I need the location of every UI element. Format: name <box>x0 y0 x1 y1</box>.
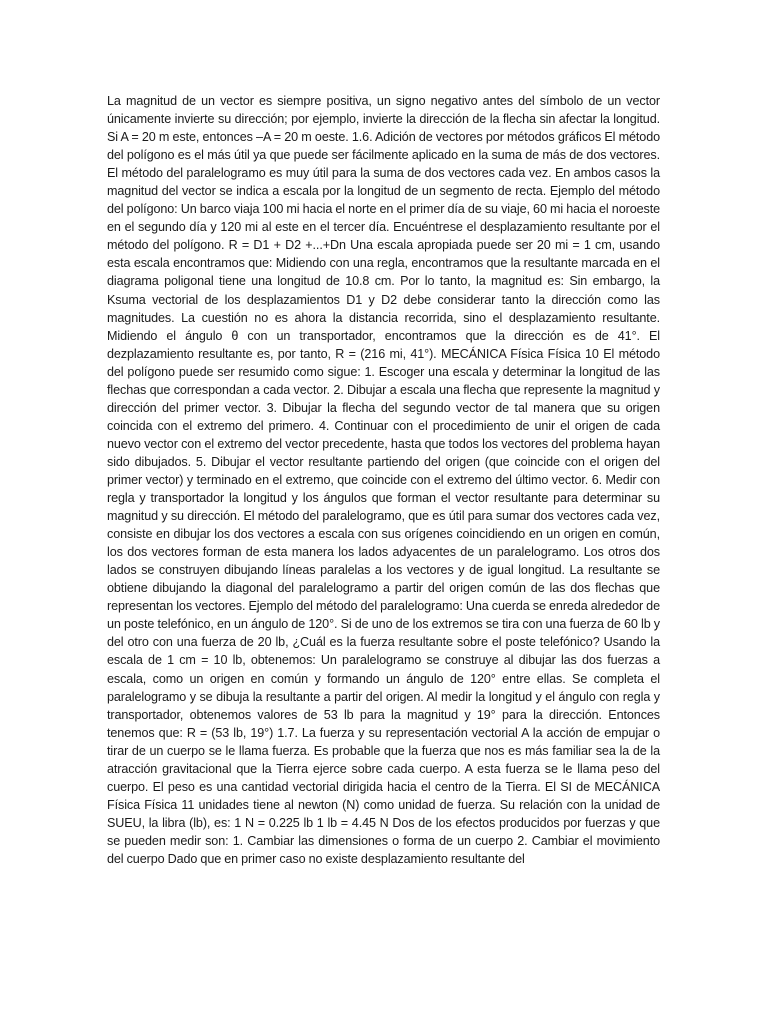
body-paragraph: La magnitud de un vector es siempre positiva, un signo negativo antes del símbolo de un vector únicamente invierte su dirección; por ejemplo, invierte la dirección de la flecha sin afectar la longitud. Si A = 20 m este, entonces –A = 20 m oeste. 1.6. Adición de vectores por métodos gráficos El método del polígono es el más útil ya que puede ser fácilmente aplicado en la suma de más de dos vectores. El método del paralelogramo es muy útil para la suma de dos vectores cada vez. En ambos casos la magnitud del vector se indica a escala por la longitud de un segmento de recta. Ejemplo del método del polígono: Un barco viaja 100 mi hacia el norte en el primer día de su viaje, 60 mi hacia el noroeste en el segundo día y 120 mi al este en el tercer día. Encuéntrese el desplazamiento resultante por el método del polígono. R = D1 + D2 +...+Dn Una escala apropiada puede ser 20 mi = 1 cm, usando esta escala encontramos que: Midiendo con una regla, encontramos que la resultante marcada en el diagrama poligonal tiene una longitud de 10.8 cm. Por lo tanto, la magnitud es: Sin embargo, la Ksuma vectorial de los desplazamientos D1 y D2 debe considerar tanto la dirección como las magnitudes. La cuestión no es ahora la distancia recorrida, sino el desplazamiento resultante. Midiendo el ángulo θ con un transportador, encontramos que la dirección es de 41°. El dezplazamiento resultante es, por tanto, R = (216 mi, 41°). MECÁNICA Física Física 10 El método del polígono puede ser resumido como sigue: 1. Escoger una escala y determinar la longitud de las flechas que correspondan a cada vector. 2. Dibujar a escala una flecha que represente la magnitud y dirección del primer vector. 3. Dibujar la flecha del segundo vector de tal manera que su origen coincida con el extremo del primero. 4. Continuar con el procedimiento de unir el origen de cada nuevo vector con el extremo del vector precedente, hasta que todos los vectores del problema hayan sido dibujados. 5. Dibujar el vector resultante partiendo del origen (que coincide con el origen del primer vector) y terminado en el extremo, que coincide con el extremo del último vector. 6. Medir con regla y transportador la longitud y los ángulos que forman el vector resultante para determinar su magnitud y su dirección. El método del paralelogramo, que es útil para sumar dos vectores cada vez, consiste en dibujar los dos vectores a escala con sus orígenes coincidiendo en un origen en común, los dos vectores forman de esta manera los lados adyacentes de un paralelogramo. Los otros dos lados se construyen dibujando líneas paralelas a los vectores y de igual longitud. La resultante se obtiene dibujando la diagonal del paralelogramo a partir del origen común de las dos flechas que representan los vectores. Ejemplo del método del paralelogramo: Una cuerda se enreda alrededor de un poste telefónico, en un ángulo de 120°. Si de uno de los extremos se tira con una fuerza de 60 lb y del otro con una fuerza de 20 lb, ¿Cuál es la fuerza resultante sobre el poste telefónico? Usando la escala de 1 cm = 10 lb, obtenemos: Un paralelogramo se construye al dibujar las dos fuerzas a escala, como un origen en común y formando un ángulo de 120° entre ellas. Se completa el paralelogramo y se dibuja la resultante a partir del origen. Al medir la longitud y el ángulo con regla y transportador, obtenemos valores de 53 lb para la magnitud y 19° para la dirección. Entonces tenemos que: R = (53 lb, 19°) 1.7. La fuerza y su representación vectorial A la acción de empujar o tirar de un cuerpo se le llama fuerza. Es probable que la fuerza que nos es más familiar sea la de la atracción gravitacional que la Tierra ejerce sobre cada cuerpo. A esta fuerza se le llama peso del cuerpo. El peso es una cantidad vectorial dirigida hacia el centro de la Tierra. El SI de MECÁNICA Física Física 11 unidades tiene al newton (N) como unidad de fuerza. Su relación con la unidad de SUEU, la libra (lb), es: 1 N = 0.225 lb 1 lb = 4.45 N Dos de los efectos producidos por fuerzas y que se pueden medir son: 1. Cambiar las dimensiones o forma de un cuerpo 2. Cambiar el movimiento del cuerpo Dado que en primer caso no existe desplazamiento resultante del <box>107 94 660 866</box>
